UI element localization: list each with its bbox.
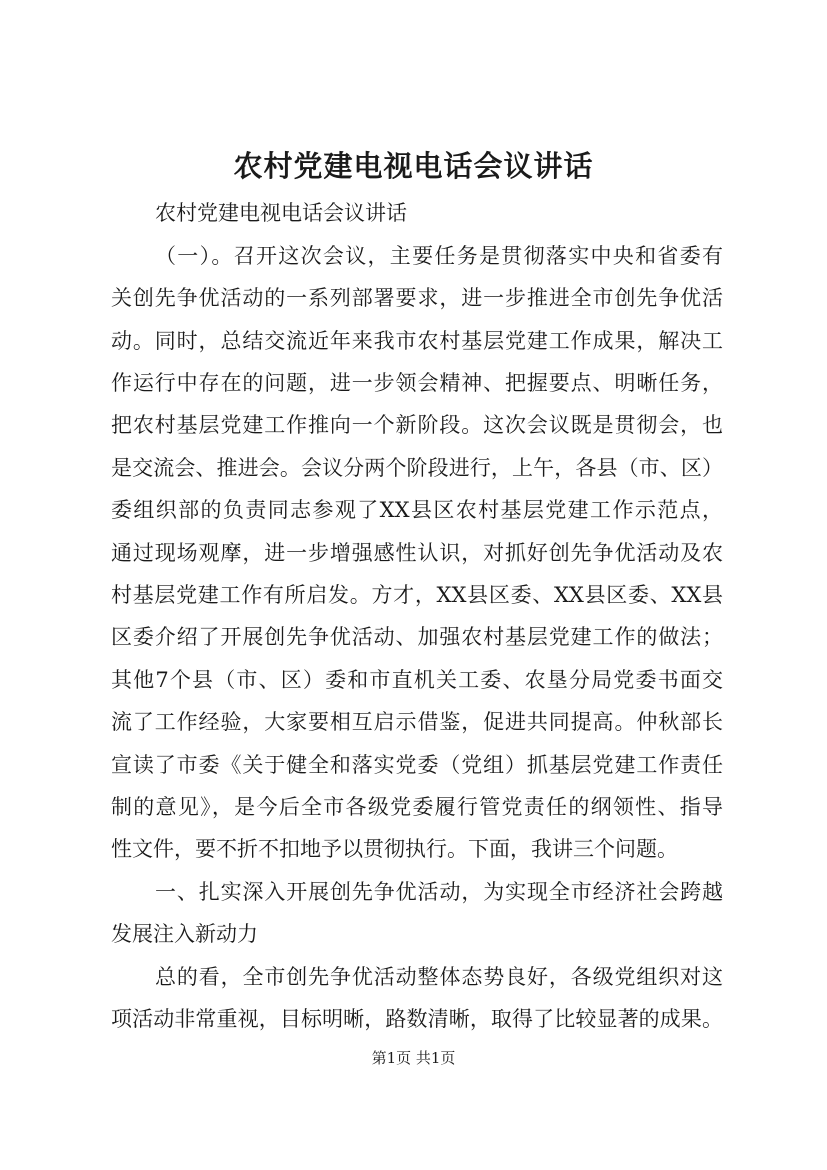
body-line: 宣读了市委《关于健全和落实党委（党组）抓基层党建工作责任 — [111, 753, 723, 777]
body-line: 总的看，全市创先争优活动整体态势良好，各级党组织对这 — [155, 965, 723, 989]
body-line: 其他7个县（市、区）委和市直机关工委、农垦分局党委书面交 — [111, 668, 723, 692]
body-line: 关创先争优活动的一系列部署要求，进一步推进全市创先争优活 — [111, 286, 723, 310]
document-title: 农村党建电视电话会议讲话 — [233, 149, 594, 183]
body-line: 村基层党建工作有所启发。方才，XX县区委、XX县区委、XX县 — [111, 583, 723, 607]
section-heading-line: 一、扎实深入开展创先争优活动，为实现全市经济社会跨越 — [155, 880, 723, 904]
body-line: 流了工作经验，大家要相互启示借鉴，促进共同提高。仲秋部长 — [111, 710, 723, 734]
body-line: 区委介绍了开展创先争优活动、加强农村基层党建工作的做法； — [111, 625, 723, 649]
body-line: （一）。召开这次会议，主要任务是贯彻落实中央和省委有 — [155, 244, 723, 268]
body-line: 项活动非常重视，目标明晰，路数清晰，取得了比较显著的成果。 — [111, 1007, 723, 1031]
body-line: 作运行中存在的问题，进一步领会精神、把握要点、明晰任务， — [111, 371, 723, 395]
body-line: 动。同时，总结交流近年来我市农村基层党建工作成果，解决工 — [111, 329, 723, 353]
body-line: 制的意见》，是今后全市各级党委履行管党责任的纲领性、指导 — [111, 795, 723, 819]
body-line: 把农村基层党建工作推向一个新阶段。这次会议既是贯彻会，也 — [111, 413, 723, 437]
body-line: 是交流会、推进会。会议分两个阶段进行，上午，各县（市、区） — [111, 456, 723, 480]
subtitle-line: 农村党建电视电话会议讲话 — [155, 201, 407, 225]
body-line: 性文件，要不折不扣地予以贯彻执行。下面，我讲三个问题。 — [111, 837, 678, 861]
body-line: 委组织部的负责同志参观了XX县区农村基层党建工作示范点， — [111, 498, 723, 522]
section-heading-line: 发展注入新动力 — [111, 922, 258, 946]
page-footer: 第1页 共1页 — [371, 1049, 456, 1067]
body-line: 通过现场观摩，进一步增强感性认识，对抓好创先争优活动及农 — [111, 541, 723, 565]
